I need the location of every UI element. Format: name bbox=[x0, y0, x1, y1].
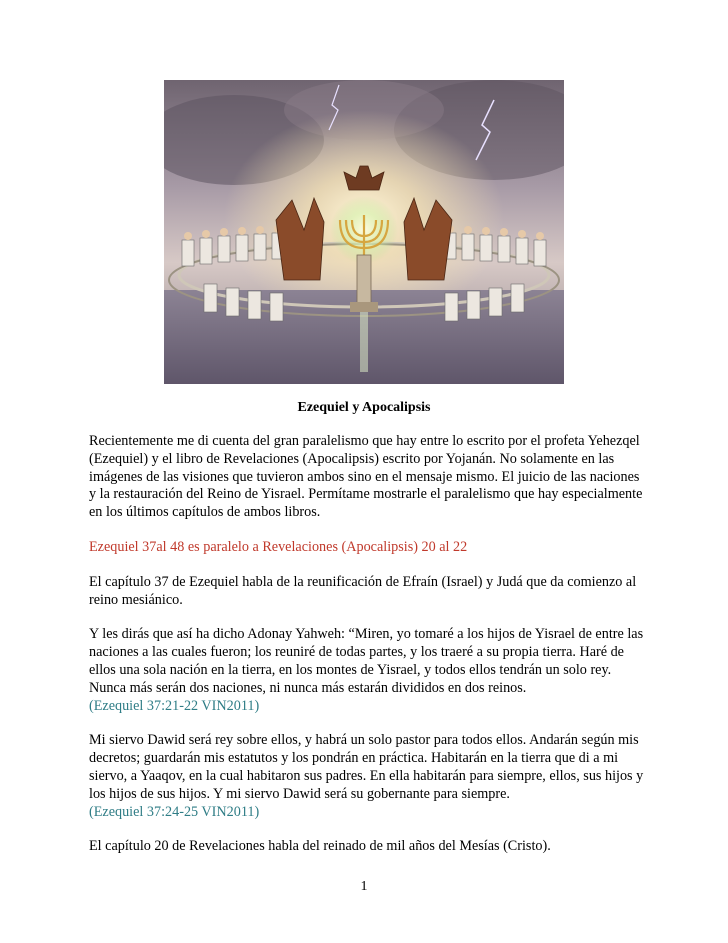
intro-paragraph: Recientemente me di cuenta del gran paralelismo que hay entre lo escrito por el profeta Yehezqel (Ezequiel) y el libro de Revelaciones (Apocalipsis) escrito por Yojanán. No solamente en las imágenes de las visiones que tuvieron ambos sino en el mensaje mismo. El juicio de las naciones y la restauración del Reino de Yisrael. Permítame mostrarle el paralelismo que hay especialmente en los últimos capítulos de ambos libros. bbox=[89, 433, 643, 521]
page-number: 1 bbox=[360, 879, 368, 894]
chapter-20-paragraph: El capítulo 20 de Revelaciones habla del reinado de mil años del Mesías (Cristo). bbox=[89, 838, 551, 855]
document-title: Ezequiel y Apocalipsis bbox=[297, 400, 431, 415]
section-heading: Ezequiel 37al 48 es paralelo a Revelaciones (Apocalipsis) 20 al 22 bbox=[89, 538, 468, 555]
document-body bbox=[89, 433, 649, 873]
quote-paragraph-2 bbox=[89, 732, 649, 821]
chapter-37-paragraph: El capítulo 37 de Ezequiel habla de la reunificación de Efraín (Israel) y Judá que da comienzo al reino mesiánico. bbox=[89, 573, 637, 608]
quote-reference-2: (Ezequiel 37:24-25 VIN2011) bbox=[89, 803, 260, 820]
throne-room-illustration bbox=[164, 80, 564, 384]
quote-text-2: Mi siervo Dawid será rey sobre ellos, y habrá un solo pastor para todos ellos. Andarán según mis decretos; guardarán mis estatutos y los pondrán en práctica. Habitarán en la tierra que di a mi siervo, a Yaaqov, en la cual habitaron sus padres. En ella habitarán para siempre, ellos, sus hijos y los hijos de sus hijos. Y mi siervo Dawid será su gobernante para siempre. bbox=[89, 732, 644, 802]
quote-paragraph-1 bbox=[89, 626, 649, 715]
quote-text-1: Y les dirás que así ha dicho Adonay Yahweh: “Miren, yo tomaré a los hijos de Yisrael de entre las naciones a las cuales fueron; los reuniré de todas partes, y los traeré a su propia tierra. Haré de ellos una sola nación en la tierra, en los montes de Yisrael, y todos ellos tendrán un solo rey. Nunca más serán dos naciones, ni nunca más estarán divididos en dos reinos. bbox=[89, 626, 644, 696]
quote-reference-1: (Ezequiel 37:21-22 VIN2011) bbox=[89, 697, 260, 714]
